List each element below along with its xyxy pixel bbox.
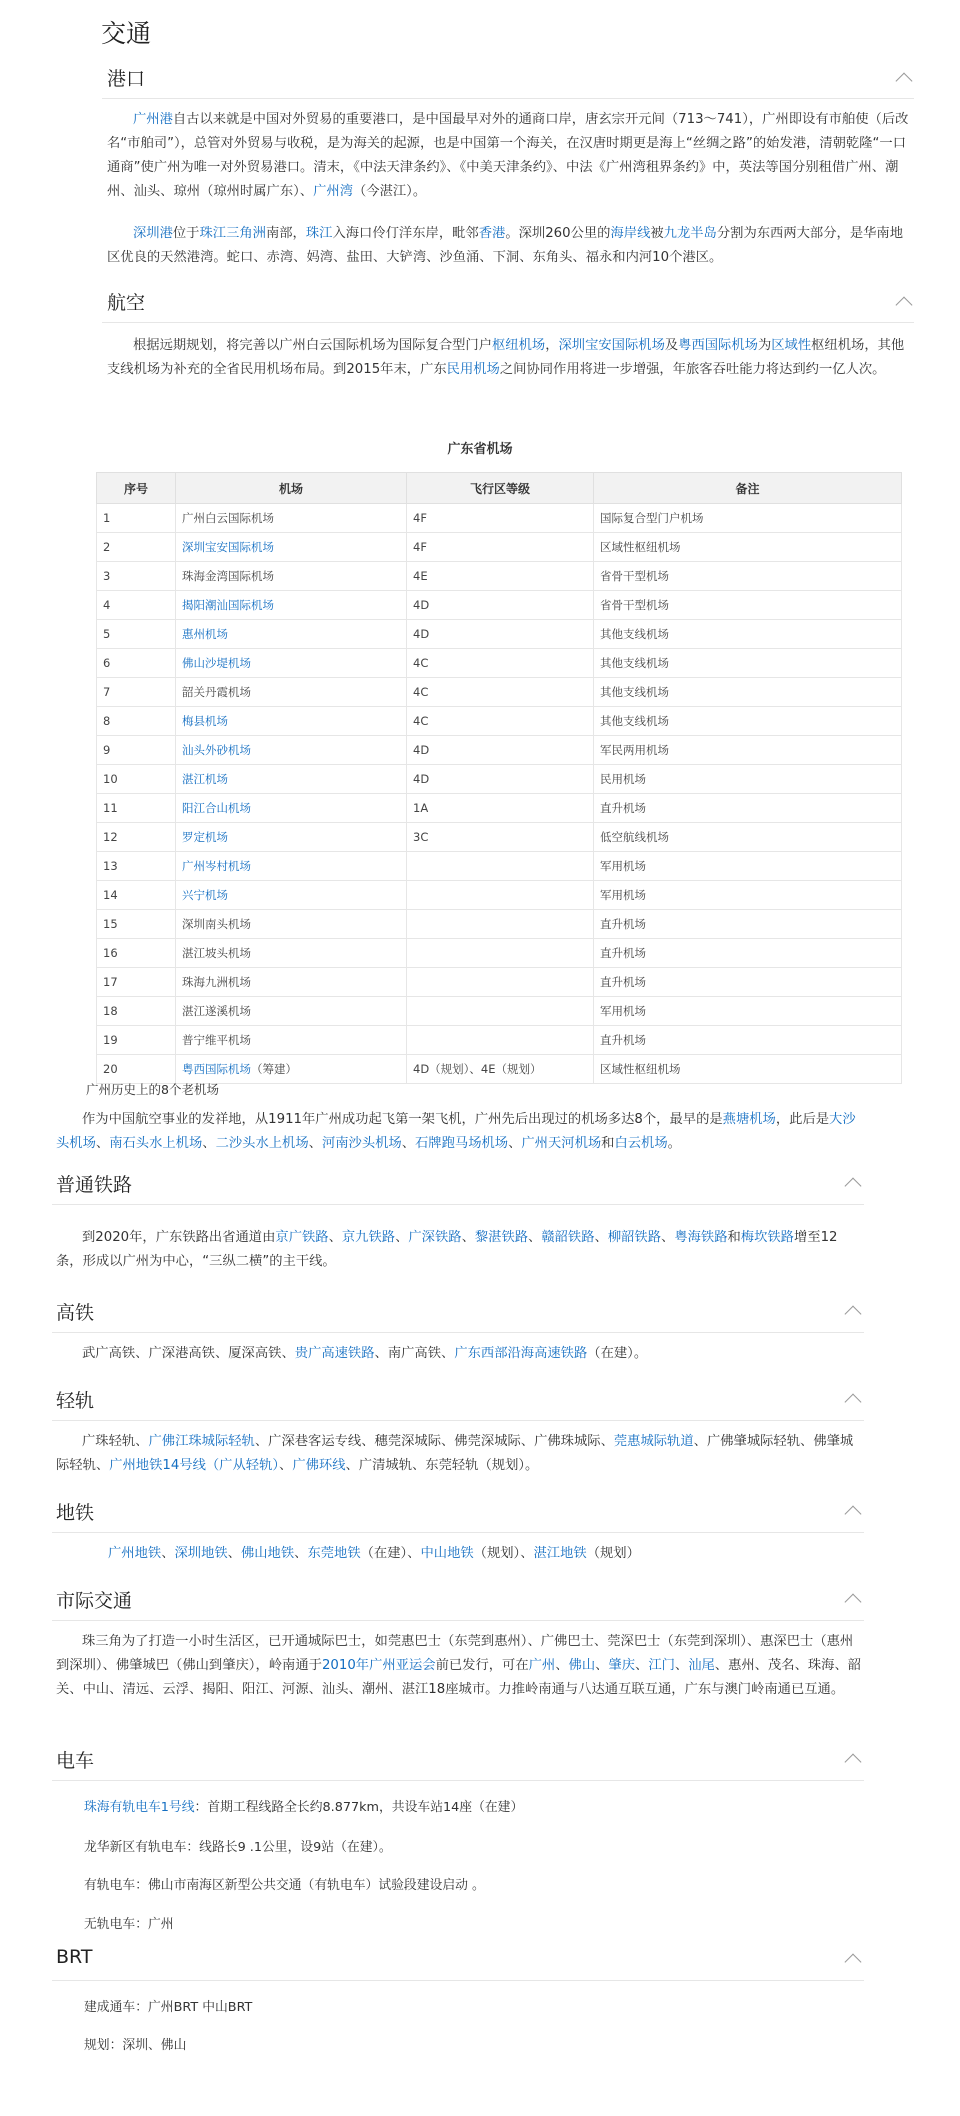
- text-span: 、: [202, 1136, 216, 1151]
- table-row: [97, 794, 902, 823]
- collapse-light-rail-chevron-up-icon[interactable]: [845, 1394, 862, 1411]
- aviation-paragraph: [107, 334, 912, 382]
- inline-link[interactable]: 莞惠城际轨道: [613, 1434, 694, 1449]
- section-title-rail: 普通铁路: [56, 1174, 133, 1196]
- table-row: [97, 997, 902, 1026]
- inline-link[interactable]: 湛江地铁: [533, 1546, 587, 1561]
- inline-link[interactable]: 白云机场: [614, 1136, 668, 1151]
- table-row: [97, 852, 902, 881]
- airport-link[interactable]: 佛山沙堤机场: [182, 656, 251, 670]
- table-row: [97, 939, 902, 968]
- cell-note: 省骨干型机场: [594, 591, 902, 620]
- cell-airport[interactable]: [176, 852, 407, 881]
- cell-note: 民用机场: [594, 765, 902, 794]
- text-span: 作为中国航空事业的发祥地，从1911年广州成功起飞第一架飞机，广州先后出现过的机场多达8个，最早的是: [82, 1112, 723, 1127]
- text-span: （在建）、: [360, 1546, 421, 1561]
- table-row: [97, 591, 902, 620]
- text-span: 、: [595, 1658, 609, 1673]
- airport-link[interactable]: 广州岑村机场: [182, 859, 251, 873]
- cell-airport: [176, 939, 407, 968]
- airport-name: 珠海金湾国际机场: [182, 569, 274, 583]
- cell-no: 6: [97, 649, 176, 678]
- cell-note: 低空航线机场: [594, 823, 902, 852]
- inline-link[interactable]: 广深铁路: [408, 1230, 462, 1245]
- cell-no: 11: [97, 794, 176, 823]
- cell-note: 直升机场: [594, 968, 902, 997]
- cell-level: 4D: [407, 591, 594, 620]
- table-header-row: [97, 473, 902, 504]
- text-span: 南部，: [265, 226, 306, 241]
- section-title-intercity: 市际交通: [56, 1590, 133, 1612]
- inline-link[interactable]: 广佛环线: [292, 1458, 346, 1473]
- text-span: 、: [227, 1546, 241, 1561]
- section-divider: [52, 1532, 864, 1533]
- table-row: [97, 1026, 902, 1055]
- text-span: （规划）、: [473, 1546, 534, 1561]
- section-divider: [102, 98, 914, 99]
- collapse-tram-chevron-up-icon[interactable]: [845, 1754, 862, 1771]
- inline-link[interactable]: 2010年广州亚运会: [321, 1658, 436, 1673]
- text-span: 及: [664, 338, 679, 353]
- history-paragraph: [56, 1108, 862, 1156]
- cell-note: 军用机场: [594, 997, 902, 1026]
- cell-level: [407, 852, 594, 881]
- airport-link[interactable]: 阳江合山机场: [182, 801, 251, 815]
- cell-level: 4D: [407, 736, 594, 765]
- table-row: [97, 504, 902, 533]
- text-span: （规划）: [586, 1546, 640, 1561]
- inline-link[interactable]: 黎湛铁路: [474, 1230, 529, 1245]
- text-span: 入海口伶仃洋东岸，毗邻: [332, 226, 479, 241]
- table-row: [97, 823, 902, 852]
- text-span: 、: [635, 1658, 649, 1673]
- brt-item-2: [84, 2034, 186, 2053]
- text-span: 无轨电车：广州: [84, 1917, 174, 1932]
- text-span: 、惠州、茂名、珠海、韶关、中山、清远、云浮、揭阳、阳江、河源、汕头、潮州、湛江18座城市。力推岭南通与八达通互联互通，广东与澳门岭南通已互通。: [56, 1658, 862, 1697]
- section-divider: [52, 1204, 864, 1205]
- text-span: 龙华新区有轨电车：线路长9 .1公里，设9站（在建）。: [84, 1840, 392, 1855]
- cell-airport: [176, 997, 407, 1026]
- cell-note: 军用机场: [594, 852, 902, 881]
- cell-note: 直升机场: [594, 1026, 902, 1055]
- inline-link[interactable]: 广州地铁: [108, 1546, 162, 1561]
- cell-airport[interactable]: [176, 591, 407, 620]
- text-span: 、: [555, 1658, 569, 1673]
- cell-level: [407, 1026, 594, 1055]
- text-span: 、广佛肇城际轻轨、佛肇城际轻轨、: [56, 1434, 854, 1473]
- cell-airport: [176, 910, 407, 939]
- airport-link[interactable]: 梅县机场: [182, 714, 228, 728]
- section-title-aviation: 航空: [107, 292, 146, 314]
- table-row: [97, 765, 902, 794]
- text-span: 根据远期规划，将完善以广州白云国际机场为国际复合型门户: [133, 338, 493, 353]
- port-paragraph-1: [107, 108, 912, 204]
- cell-airport: [176, 968, 407, 997]
- inline-link[interactable]: 深圳地铁: [174, 1546, 228, 1561]
- inline-link[interactable]: 广州港: [133, 112, 173, 127]
- text-span: 之间协同作用将进一步增强，年旅客吞吐能力将达到约一亿人次。: [499, 362, 886, 377]
- section-title-hsr: 高铁: [56, 1302, 95, 1324]
- cell-note: 军民两用机场: [594, 736, 902, 765]
- table-row: [97, 910, 902, 939]
- text-span: 、: [279, 1458, 293, 1473]
- text-span: 、: [461, 1230, 475, 1245]
- inline-link[interactable]: 广州天河机场: [521, 1136, 602, 1151]
- cell-airport: [176, 562, 407, 591]
- airport-link[interactable]: 兴宁机场: [182, 888, 228, 902]
- table-row: [97, 562, 902, 591]
- text-span: 和: [727, 1230, 741, 1245]
- text-span: 、: [308, 1136, 322, 1151]
- cell-no: 2: [97, 533, 176, 562]
- cell-no: 18: [97, 997, 176, 1026]
- cell-airport[interactable]: [176, 649, 407, 678]
- cell-note: 国际复合型门户机场: [594, 504, 902, 533]
- airport-link[interactable]: 汕头外砂机场: [182, 743, 251, 757]
- cell-no: 12: [97, 823, 176, 852]
- airport-link[interactable]: 罗定机场: [182, 830, 228, 844]
- cell-no: 9: [97, 736, 176, 765]
- text-span: 规划：深圳、佛山: [84, 2038, 187, 2053]
- text-span: 自古以来就是中国对外贸易的重要港口，是中国最早对外的通商口岸，唐玄宗开元间（713～741），广州即设有市舶使（后改名“市舶司”），总管对外贸易与收税，是为海关的起源，也是中国第一个海关，在汉唐时期更是海上“丝绸之路”的始发港，清朝乾隆“一口通商”使广州为唯一对外贸易港口。清末，《中法天津条约》、《中美天津条约》、中法《广州湾租界条约》中，英法等国分别租借广州、潮州、汕头、琼州（琼州时属广东）、: [107, 112, 909, 199]
- table-row: [97, 707, 902, 736]
- table-row: [97, 620, 902, 649]
- text-span: 、: [528, 1230, 542, 1245]
- inline-link[interactable]: 江门: [648, 1658, 675, 1673]
- airport-name: 湛江坡头机场: [182, 946, 251, 960]
- text-span: 珠三角为了打造一小时生活区，已开通城际巴士，如莞惠巴士（东莞到惠州）、广佛巴士、莞深巴士（东莞到深圳）、惠深巴士（惠州到深圳）、佛肇城巴（佛山到肇庆），岭南通于: [56, 1634, 854, 1673]
- text-span: 。深圳260公里的: [505, 226, 611, 241]
- airport-link[interactable]: 揭阳潮汕国际机场: [182, 598, 274, 612]
- inline-link[interactable]: 南石头水上机场: [109, 1136, 203, 1151]
- inline-link[interactable]: 广东西部沿海高速铁路: [454, 1346, 588, 1361]
- text-span: 武广高铁、广深港高铁、厦深高铁、: [82, 1346, 295, 1361]
- inline-link[interactable]: 粤西国际机场: [678, 338, 758, 353]
- cell-note: 区域性枢纽机场: [594, 1055, 902, 1084]
- cell-airport[interactable]: [176, 707, 407, 736]
- inline-link[interactable]: 珠江: [305, 226, 333, 241]
- section-divider: [52, 1620, 864, 1621]
- section-divider: [52, 1780, 864, 1781]
- cell-level: [407, 881, 594, 910]
- text-span: 广珠轻轨、: [82, 1434, 149, 1449]
- cell-airport[interactable]: [176, 794, 407, 823]
- section-divider: [102, 322, 914, 323]
- inline-link[interactable]: 赣韶铁路: [541, 1230, 595, 1245]
- cell-no: 3: [97, 562, 176, 591]
- inline-link[interactable]: 京九铁路: [341, 1230, 396, 1245]
- text-span: 、: [594, 1230, 608, 1245]
- airport-name: 韶关丹霞机场: [182, 685, 251, 699]
- collapse-aviation-chevron-up-icon[interactable]: [896, 297, 913, 314]
- text-span: 到2020年，广东铁路出省通道由: [82, 1230, 276, 1245]
- inline-link[interactable]: 石牌跑马场机场: [415, 1136, 509, 1151]
- table-row: [97, 968, 902, 997]
- cell-level: 1A: [407, 794, 594, 823]
- airport-name: 湛江遂溪机场: [182, 1004, 251, 1018]
- text-span: 、: [395, 1230, 409, 1245]
- tram-item-2: [84, 1836, 392, 1855]
- cell-level: 4C: [407, 707, 594, 736]
- cell-no: 4: [97, 591, 176, 620]
- cell-airport[interactable]: [176, 533, 407, 562]
- text-span: 枢纽机场，其他支线机场为补充的全省民用机场布局。到2015年末，广东: [107, 338, 905, 377]
- text-span: 前已发行，可在: [435, 1658, 529, 1673]
- inline-link[interactable]: 梅坎铁路: [740, 1230, 794, 1245]
- page-title: 交通: [101, 19, 152, 48]
- inline-link[interactable]: 珠海有轨电车1号线: [84, 1800, 195, 1815]
- cell-no: 7: [97, 678, 176, 707]
- cell-airport: [176, 504, 407, 533]
- cell-level: [407, 939, 594, 968]
- cell-level: 4C: [407, 649, 594, 678]
- inline-link[interactable]: 深圳港: [133, 226, 173, 241]
- header-airport: 机场: [176, 473, 407, 504]
- header-note: 备注: [594, 473, 902, 504]
- text-span: 、: [508, 1136, 522, 1151]
- inline-link[interactable]: 二沙头水上机场: [215, 1136, 309, 1151]
- collapse-hsr-chevron-up-icon[interactable]: [845, 1306, 862, 1323]
- inline-link[interactable]: 广州: [528, 1658, 556, 1673]
- airport-name: 珠海九洲机场: [182, 975, 251, 989]
- table-row: [97, 881, 902, 910]
- inline-link[interactable]: 粤海铁路: [674, 1230, 728, 1245]
- cell-note: 区域性枢纽机场: [594, 533, 902, 562]
- table-row: [97, 533, 902, 562]
- text-span: 、: [401, 1136, 416, 1151]
- text-span: 位于: [172, 226, 200, 241]
- section-divider: [52, 1980, 864, 1981]
- cell-no: 16: [97, 939, 176, 968]
- cell-note: 直升机场: [594, 939, 902, 968]
- inline-link[interactable]: 深圳宝安国际机场: [558, 338, 665, 353]
- inline-link[interactable]: 佛山地铁: [240, 1546, 295, 1561]
- cell-note: 其他支线机场: [594, 620, 902, 649]
- collapse-intercity-chevron-up-icon[interactable]: [845, 1594, 862, 1611]
- airport-link[interactable]: 惠州机场: [182, 627, 228, 641]
- cell-note: 省骨干型机场: [594, 562, 902, 591]
- text-span: 、: [674, 1658, 689, 1673]
- cell-no: 20: [97, 1055, 176, 1084]
- collapse-port-chevron-up-icon[interactable]: [896, 73, 913, 90]
- header-level: 飞行区等级: [407, 473, 594, 504]
- inline-link[interactable]: 燕塘机场: [722, 1112, 776, 1127]
- light-rail-paragraph: [56, 1430, 862, 1478]
- text-span: 、: [161, 1546, 175, 1561]
- inline-link[interactable]: 九龙半岛: [663, 226, 717, 241]
- cell-level: 4D: [407, 765, 594, 794]
- inline-link[interactable]: 柳韶铁路: [607, 1230, 662, 1245]
- inline-link[interactable]: 枢纽机场: [492, 338, 546, 353]
- cell-no: 14: [97, 881, 176, 910]
- text-span: 、广深巷客运专线、穗莞深城际、佛莞深城际、广佛珠城际、: [254, 1434, 614, 1449]
- cell-no: 1: [97, 504, 176, 533]
- cell-note: 其他支线机场: [594, 707, 902, 736]
- cell-airport[interactable]: [176, 881, 407, 910]
- section-divider: [52, 1420, 864, 1421]
- cell-level: 4D: [407, 620, 594, 649]
- historic-airports-caption: 广州历史上的8个老机场: [86, 1082, 219, 1097]
- inline-link[interactable]: 广佛江珠城际轻轨: [148, 1434, 255, 1449]
- inline-link[interactable]: 大沙头机场: [56, 1112, 856, 1151]
- inline-link[interactable]: 广州湾: [313, 184, 353, 199]
- cell-airport: [176, 1026, 407, 1055]
- airport-status: （筹建）: [251, 1062, 297, 1076]
- airport-table-title: 广东省机场: [447, 442, 513, 457]
- text-span: 被: [650, 226, 664, 241]
- cell-level: [407, 968, 594, 997]
- inline-link[interactable]: 区域性: [771, 338, 812, 353]
- inline-link[interactable]: 中山地铁: [420, 1546, 474, 1561]
- text-span: 、南广高铁、: [374, 1346, 455, 1361]
- cell-level: 4F: [407, 533, 594, 562]
- section-title-tram: 电车: [56, 1750, 95, 1772]
- text-span: ，: [545, 338, 559, 353]
- cell-no: 8: [97, 707, 176, 736]
- text-span: 、: [294, 1546, 308, 1561]
- airport-name: 广州白云国际机场: [182, 511, 274, 525]
- cell-note: 直升机场: [594, 794, 902, 823]
- text-span: 分割为东西两大部分，是华南地区优良的天然港湾。蛇口、赤湾、妈湾、盐田、大铲湾、沙鱼涌、下洞、东角头、福永和内河10个港区。: [107, 226, 904, 265]
- inline-link[interactable]: 海岸线: [610, 226, 651, 241]
- text-span: （在建）。: [587, 1346, 648, 1361]
- text-span: 、: [95, 1136, 110, 1151]
- airport-link[interactable]: 粤西国际机场: [182, 1062, 251, 1076]
- section-title-metro: 地铁: [56, 1502, 95, 1524]
- table-row: [97, 649, 902, 678]
- cell-airport[interactable]: [176, 765, 407, 794]
- cell-airport[interactable]: [176, 620, 407, 649]
- cell-no: 13: [97, 852, 176, 881]
- inline-link[interactable]: 佛山: [568, 1658, 596, 1673]
- hsr-paragraph: [56, 1342, 862, 1366]
- inline-link[interactable]: 贵广高速铁路: [294, 1346, 375, 1361]
- inline-link[interactable]: 肇庆: [608, 1658, 636, 1673]
- cell-level: 4F: [407, 504, 594, 533]
- airport-name: 普宁维平机场: [182, 1033, 251, 1047]
- cell-note: 其他支线机场: [594, 678, 902, 707]
- section-title-light-rail: 轻轨: [56, 1390, 95, 1412]
- cell-level: [407, 997, 594, 1026]
- section-title-port: 港口: [107, 68, 146, 90]
- text-span: 、: [661, 1230, 675, 1245]
- cell-no: 15: [97, 910, 176, 939]
- cell-note: 直升机场: [594, 910, 902, 939]
- inline-link[interactable]: 河南沙头机场: [321, 1136, 402, 1151]
- tram-item-1: [84, 1796, 523, 1815]
- cell-level: 4D（规划）、4E（规划）: [407, 1055, 594, 1084]
- airport-table: [96, 472, 902, 1084]
- cell-level: 4C: [407, 678, 594, 707]
- port-paragraph-2: [107, 222, 912, 270]
- airport-link[interactable]: 湛江机场: [182, 772, 228, 786]
- collapse-metro-chevron-up-icon[interactable]: [845, 1506, 862, 1523]
- inline-link[interactable]: 京广铁路: [275, 1230, 329, 1245]
- metro-paragraph: [82, 1542, 862, 1566]
- collapse-rail-chevron-up-icon[interactable]: [845, 1178, 862, 1195]
- table-row: [97, 678, 902, 707]
- inline-link[interactable]: 香港: [478, 226, 506, 241]
- cell-level: 4E: [407, 562, 594, 591]
- text-span: ：首期工程线路全长约8.877km，共设车站14座（在建）: [194, 1800, 524, 1815]
- inline-link[interactable]: 东莞地铁: [307, 1546, 361, 1561]
- text-span: 、: [328, 1230, 342, 1245]
- text-span: 有轨电车：佛山市南海区新型公共交通（有轨电车）试验段建设启动 。: [84, 1878, 485, 1893]
- cell-no: 10: [97, 765, 176, 794]
- cell-note: 其他支线机场: [594, 649, 902, 678]
- header-no: 序号: [97, 473, 176, 504]
- table-row: [97, 736, 902, 765]
- cell-airport[interactable]: [176, 823, 407, 852]
- cell-no: 5: [97, 620, 176, 649]
- text-span: 为: [757, 338, 772, 353]
- intercity-paragraph: [56, 1630, 862, 1702]
- tram-item-4: [84, 1913, 174, 1932]
- cell-no: 19: [97, 1026, 176, 1055]
- cell-note: 军用机场: [594, 881, 902, 910]
- cell-airport: [176, 678, 407, 707]
- section-title-brt: BRT: [56, 1946, 93, 1968]
- cell-level: 3C: [407, 823, 594, 852]
- collapse-brt-chevron-up-icon[interactable]: [845, 1954, 862, 1971]
- rail-paragraph: [56, 1226, 862, 1274]
- text-span: 、广清城轨、东莞轻轨（规划）。: [345, 1458, 539, 1473]
- section-divider: [52, 1332, 864, 1333]
- airport-link[interactable]: 深圳宝安国际机场: [182, 540, 274, 554]
- airport-name: 深圳南头机场: [182, 917, 251, 931]
- text-span: 增至12条，形成以广州为中心，“三纵二横”的主干线。: [56, 1230, 838, 1269]
- text-span: （今湛江）。: [353, 184, 427, 199]
- text-span: ，此后是: [775, 1112, 830, 1127]
- cell-airport[interactable]: [176, 736, 407, 765]
- cell-level: [407, 910, 594, 939]
- text-span: 建成通车：广州BRT 中山BRT: [84, 2000, 253, 2015]
- cell-no: 17: [97, 968, 176, 997]
- inline-link[interactable]: 民用机场: [446, 362, 500, 377]
- brt-item-1: [84, 1996, 252, 2015]
- tram-item-3: [84, 1874, 485, 1893]
- text-span: 和: [601, 1136, 615, 1151]
- inline-link[interactable]: 汕尾: [688, 1658, 715, 1673]
- inline-link[interactable]: 珠江三角洲: [199, 226, 266, 241]
- inline-link[interactable]: 广州地铁14号线（广从轻轨）: [109, 1458, 280, 1473]
- text-span: 。: [667, 1136, 681, 1151]
